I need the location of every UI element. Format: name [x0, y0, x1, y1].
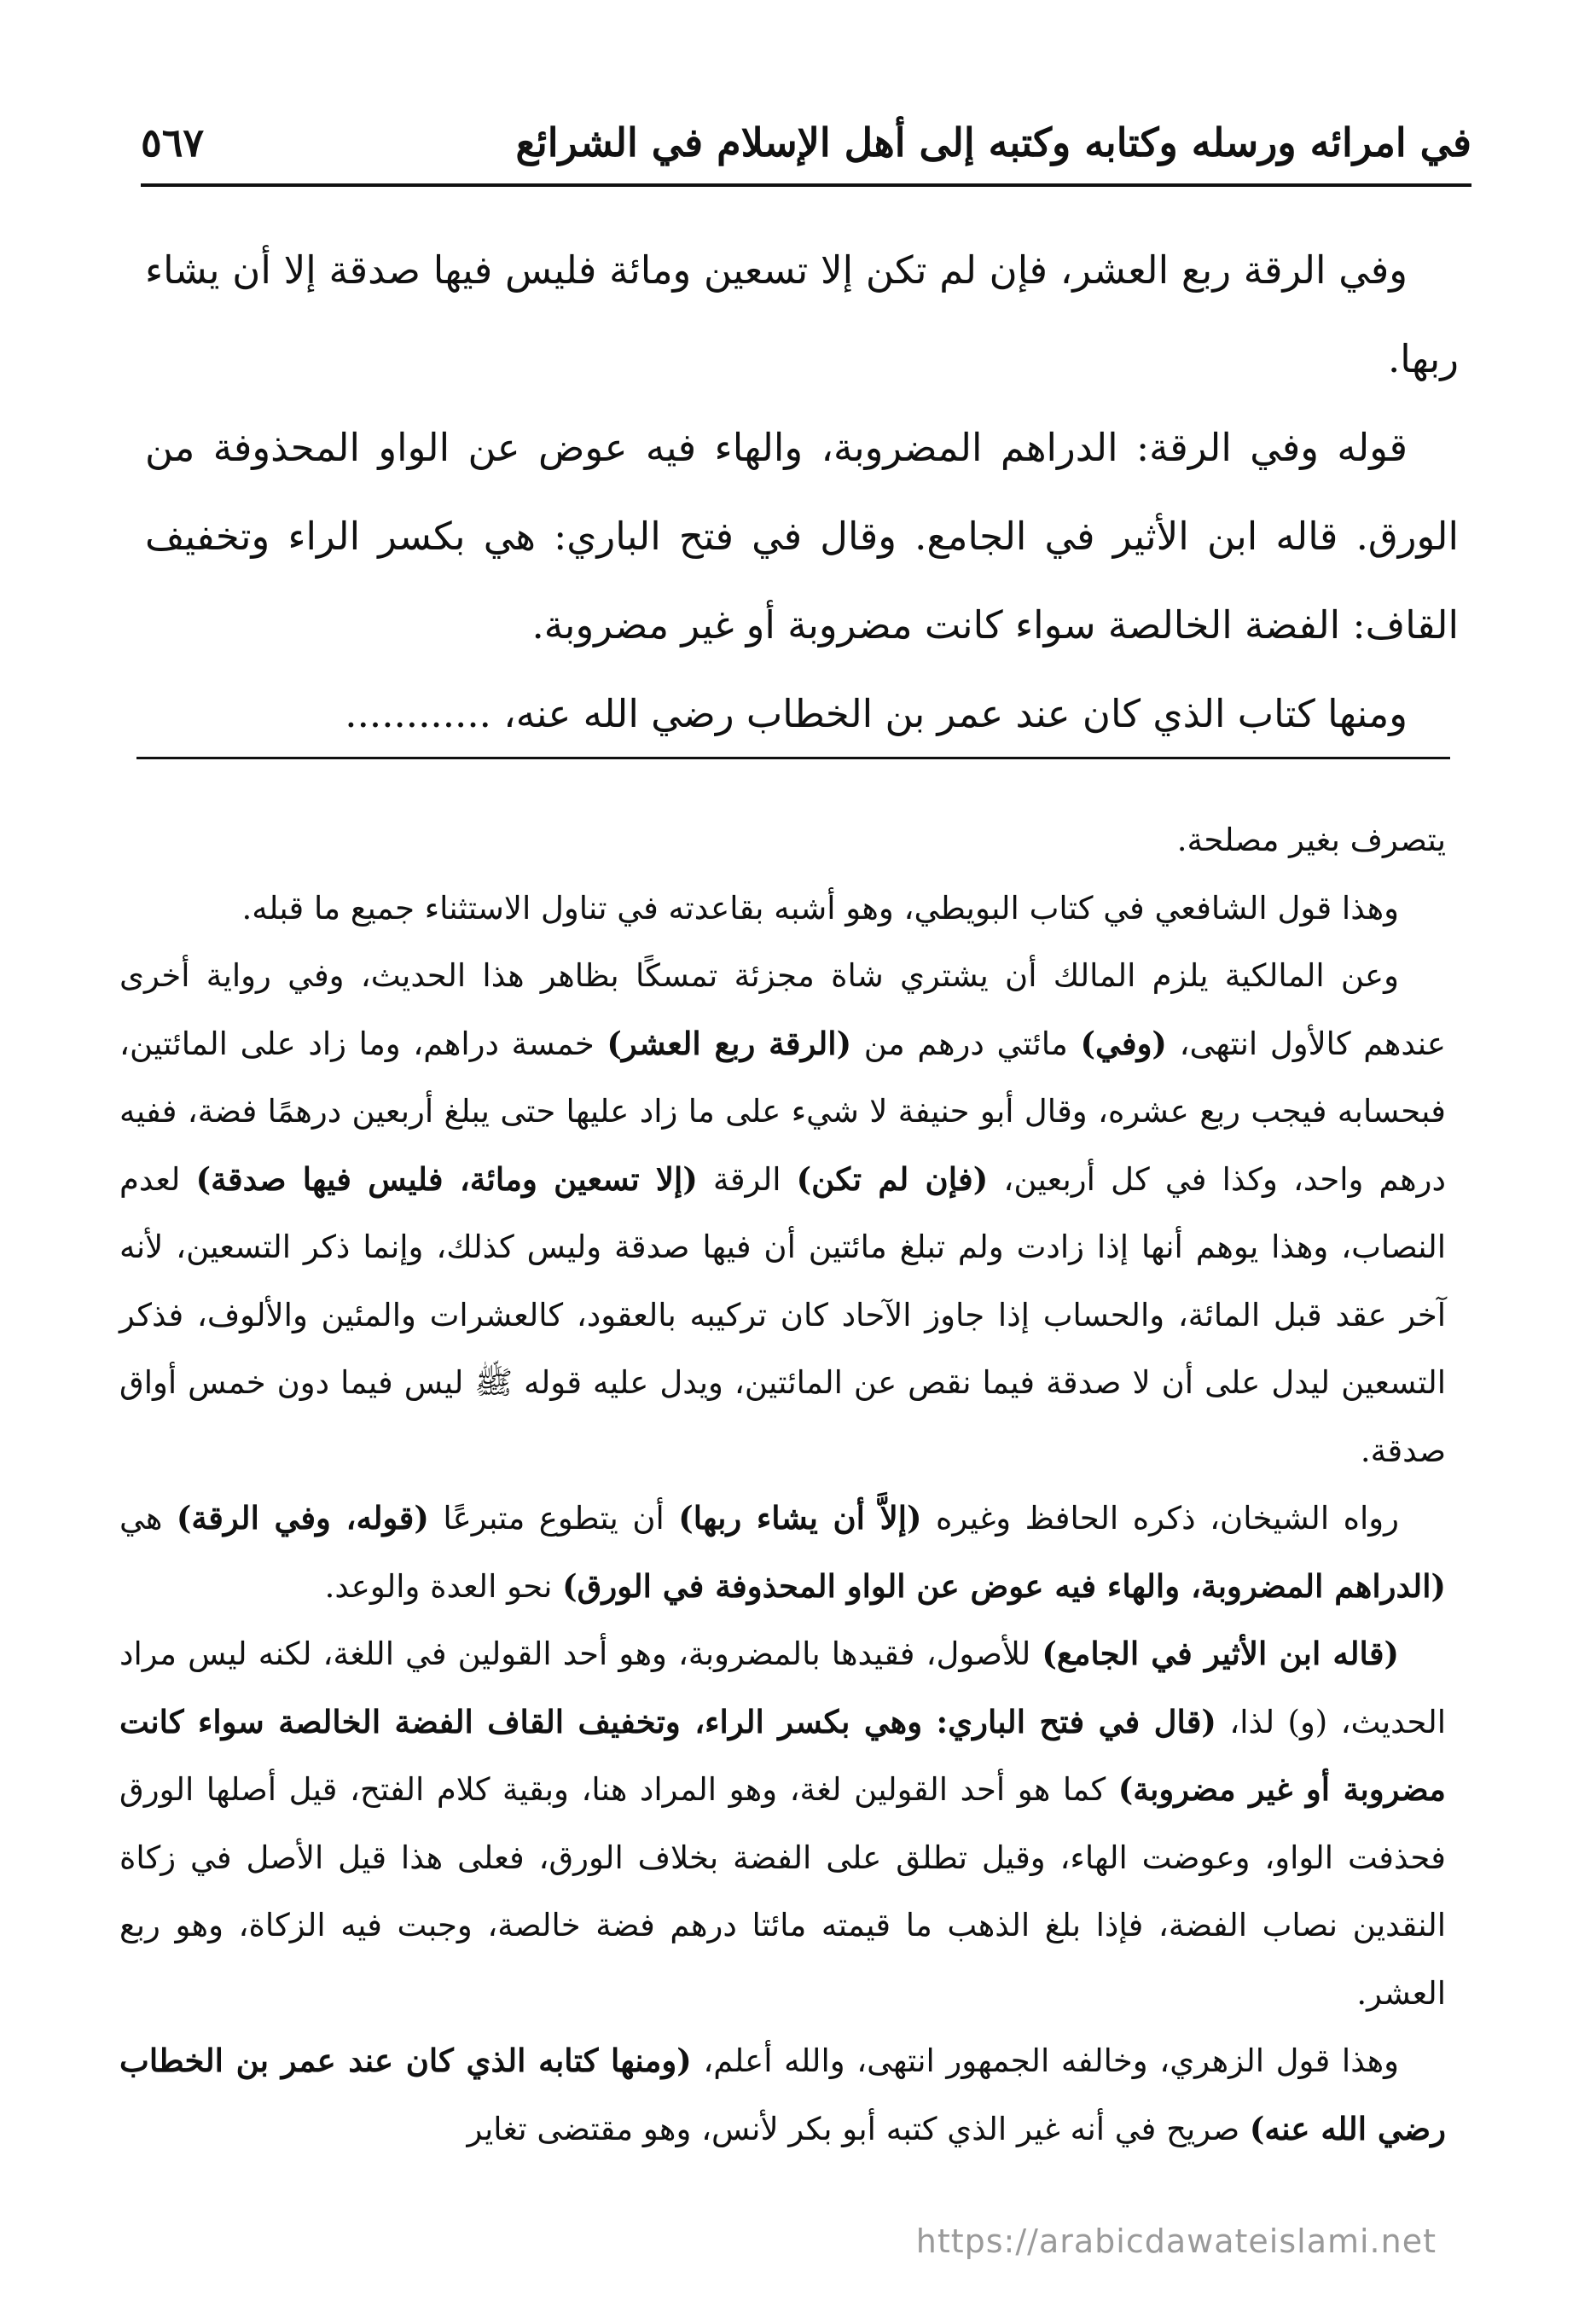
commentary-paragraph: [119, 942, 1446, 1484]
quoted-phrase: (قال في فتح الباري: وهي بكسر الراء، وتخفيف القاف الفضة الخالصة سواء كانت مضروبة أو غير مضروبة): [119, 1702, 1446, 1808]
quoted-phrase: (الرقة ربع العشر): [607, 1024, 852, 1062]
page-number: ٥٦٧: [141, 119, 205, 166]
commentary-span: مائتي درهم من: [851, 1025, 1081, 1062]
commentary-span: هي: [119, 1500, 177, 1537]
commentary-span: صريح في أنه غير الذي كتبه أبو بكر لأنس، وهو مقتضى تغاير: [467, 2110, 1250, 2147]
main-paragraph: ومنها كتاب الذي كان عند عمر بن الخطاب رضي الله عنه، ............: [345, 691, 1408, 736]
watermark-url: https://arabicdawateislami.net: [915, 2222, 1437, 2260]
commentary-paragraph: وهذا قول الشافعي في كتاب البويطي، وهو أشبه بقاعدته في تناول الاستثناء جميع ما قبله.: [241, 889, 1399, 927]
header-rule: [141, 183, 1471, 187]
quoted-phrase: (إلاَّ أن يشاء ربها): [678, 1499, 922, 1537]
commentary-paragraph: [119, 2027, 1446, 2163]
running-title: في امرائه ورسله وكتابه وكتبه إلى أهل الإسلام في الشرائع: [515, 119, 1471, 166]
commentary-paragraph: يتصرف بغير مصلحة.: [1176, 822, 1446, 858]
main-text: [145, 226, 1459, 758]
main-paragraph: وفي الرقة ربع العشر، فإن لم تكن إلا تسعين ومائة فليس فيها صدقة إلا أن يشاء ربها.: [145, 247, 1459, 381]
quoted-phrase: (إلا تسعين ومائة، فليس فيها صدقة): [195, 1159, 698, 1198]
commentary-span: نحو العدة والوعد.: [324, 1567, 563, 1605]
commentary-span: رواه الشيخان، ذكره الحافظ وغيره: [921, 1500, 1400, 1537]
quoted-phrase: (قاله ابن الأثير في الجامع): [1042, 1635, 1400, 1672]
commentary-span: وهذا قول الزهري، وخالفه الجمهور انتهى، والله أعلم،: [691, 2042, 1399, 2079]
commentary-span: كما هو أحد القولين لغة، وهو المراد هنا، وبقية كلام الفتح، قيل أصلها الورق فحذفت الواو، وعوضت الهاء، وقيل تطلق على الفضة بخلاف الورق، فعلى هذا قيل الأصل في زكاة النقدين نصاب الفضة، فإذا بلغ الذهب ما قيمته مائتا درهم فضة خالصة، وجبت فيه الزكاة، وهو ربع العشر.: [119, 1771, 1446, 2012]
commentary-paragraph: [119, 1620, 1446, 2027]
quoted-phrase: (الدراهم المضروبة، والهاء فيه عوض عن الواو المحذوفة في الورق): [562, 1566, 1446, 1605]
quoted-phrase: (فإن لم تكن): [796, 1159, 989, 1198]
main-paragraph: قوله وفي الرقة: الدراهم المضروبة، والهاء فيه عوض عن الواو المحذوفة من الورق. قاله ابن الأثير في الجامع. وقال في فتح الباري: هي بكسر الراء وتخفيف القاف: الفضة الخالصة سواء كانت مضروبة أو غير مضروبة.: [145, 425, 1459, 648]
quoted-phrase: (قوله، وفي الرقة): [176, 1499, 429, 1537]
commentary-span: خمسة دراهم، وما زاد على المائتين، فبحسابه فيجب ربع عشره، وقال أبو حنيفة لا شيء على ما زاد عليها حتى يبلغ أربعين درهمًا فضة، ففيه درهم واحد، وكذا في كل أربعين،: [119, 1025, 1447, 1198]
commentary-paragraph: [119, 1484, 1446, 1620]
quoted-phrase: (ومنها كتابه الذي كان عند عمر بن الخطاب رضي الله عنه): [119, 2042, 1446, 2147]
page-header: [141, 102, 1471, 179]
footnote-divider: [136, 757, 1450, 759]
commentary-span: للأصول، فقيدها بالمضروبة، وهو أحد القولين في اللغة، لكنه ليس مراد الحديث، (و) لذا،: [119, 1636, 1446, 1740]
commentary-text: [119, 806, 1446, 2163]
commentary-span: الرقة: [697, 1160, 797, 1198]
commentary-span: وعن المالكية يلزم المالك أن يشتري شاة مجزئة تمسكًا بظاهر هذا الحديث، وفي رواية أخرى عندهم كالأول انتهى،: [119, 957, 1446, 1062]
commentary-span: أن يتطوع متبرعًا: [428, 1500, 679, 1537]
quoted-phrase: (وفي): [1080, 1024, 1167, 1062]
commentary-span: لعدم النصاب، وهذا يوهم أنها إذا زادت ولم تبلغ مائتين أن فيها صدقة وليس كذلك، وإنما ذكر التسعين، لأنه آخر عقد قبل المائة، والحساب إذا جاوز الآحاد كان تركيبه بالعقود، كالعشرات والمئين والألوف، فذكر التسعين ليدل على أن لا صدقة فيما نقص عن المائتين، ويدل عليه قوله ﷺ ليس فيما دون خمس أواق صدقة.: [119, 1160, 1446, 1469]
